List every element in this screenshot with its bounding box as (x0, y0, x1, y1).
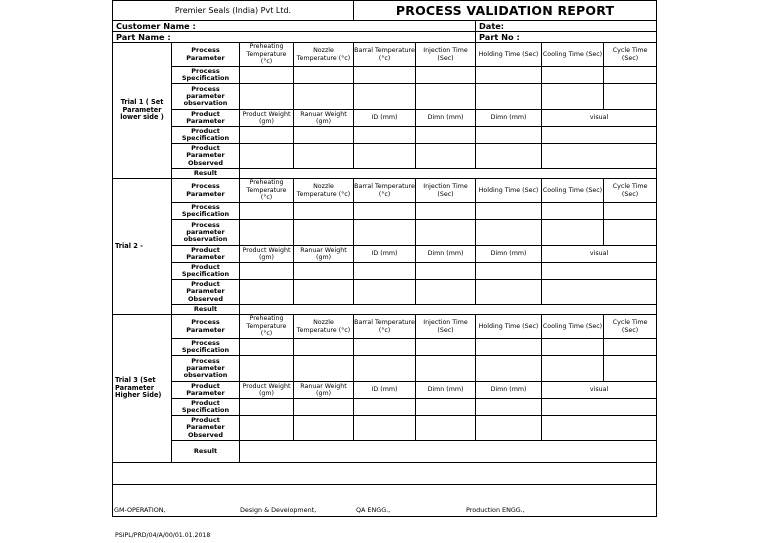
process-specification-row (113, 339, 657, 356)
entry-cell[interactable] (416, 220, 476, 246)
process-parameter-label: Process Parameter (172, 43, 240, 67)
process-observation-label: Process parameter observation (172, 220, 240, 246)
process-column-header: Nozzle Temperature (°c) (294, 179, 354, 203)
process-header-row (113, 315, 657, 339)
entry-cell[interactable] (542, 399, 657, 416)
entry-cell[interactable] (542, 144, 657, 169)
signature-production-engg: Production ENGG., (466, 506, 525, 514)
entry-cell[interactable] (542, 263, 657, 280)
process-column-header: Nozzle Temperature (°c) (294, 315, 354, 339)
process-column-header: Injection Time (Sec) (416, 43, 476, 67)
product-observed-row (113, 144, 657, 169)
entry-cell[interactable] (542, 127, 657, 144)
result-row (113, 441, 657, 463)
result-entry-cell[interactable] (240, 305, 657, 315)
entry-cell[interactable] (294, 84, 354, 110)
product-column-header: Dimn (mm) (476, 246, 542, 263)
entry-cell[interactable] (476, 280, 542, 305)
entry-cell[interactable] (240, 280, 294, 305)
product-column-header: Product Weight (gm) (240, 382, 294, 399)
product-column-header: Dimn (mm) (476, 110, 542, 127)
entry-cell[interactable] (476, 220, 542, 246)
entry-cell[interactable] (354, 280, 416, 305)
process-specification-row (113, 67, 657, 84)
entry-cell[interactable] (542, 220, 604, 246)
process-header-row (113, 43, 657, 67)
signature-design-development: Design & Development, (240, 506, 317, 514)
entry-cell[interactable] (240, 127, 294, 144)
document-number: PSIPL/PRD/04/A/00/01.01.2018 (115, 532, 211, 539)
entry-cell[interactable] (354, 127, 416, 144)
entry-cell[interactable] (354, 84, 416, 110)
product-specification-label: Product Specification (172, 127, 240, 144)
entry-cell[interactable] (476, 339, 542, 356)
result-label: Result (172, 305, 240, 315)
entry-cell[interactable] (604, 339, 657, 356)
part-no-field[interactable]: Part No : (476, 32, 657, 43)
entry-cell[interactable] (354, 339, 416, 356)
entry-cell[interactable] (604, 220, 657, 246)
product-column-header: Ranuar Weight (gm) (294, 246, 354, 263)
entry-cell[interactable] (416, 280, 476, 305)
product-column-header: Dimn (mm) (416, 246, 476, 263)
process-column-header: Cycle Time (Sec) (604, 179, 657, 203)
entry-cell[interactable] (416, 399, 476, 416)
entry-cell[interactable] (476, 399, 542, 416)
entry-cell[interactable] (542, 339, 604, 356)
product-observed-row (113, 416, 657, 441)
result-row (113, 305, 657, 315)
entry-cell[interactable] (294, 220, 354, 246)
product-observed-label: Product Parameter Observed (172, 144, 240, 169)
process-column-header: Preheating Temperature (°c) (240, 179, 294, 203)
part-name-field[interactable]: Part Name : (113, 32, 476, 43)
date-field[interactable]: Date: (476, 21, 657, 32)
entry-cell[interactable] (604, 356, 657, 382)
entry-cell[interactable] (294, 127, 354, 144)
entry-cell[interactable] (416, 84, 476, 110)
process-observation-label: Process parameter observation (172, 356, 240, 382)
product-column-header: ID (mm) (354, 110, 416, 127)
product-observed-label: Product Parameter Observed (172, 416, 240, 441)
entry-cell[interactable] (354, 67, 416, 84)
product-specification-row (113, 263, 657, 280)
entry-cell[interactable] (416, 356, 476, 382)
entry-cell[interactable] (416, 67, 476, 84)
entry-cell[interactable] (294, 67, 354, 84)
trial-label: Trial 1 ( Set Parameter lower side ) (113, 43, 172, 179)
entry-cell[interactable] (354, 203, 416, 220)
entry-cell[interactable] (476, 416, 542, 441)
process-column-header: Cooling Time (Sec) (542, 43, 604, 67)
process-column-header: Barral Temperature (°c) (354, 179, 416, 203)
process-specification-row (113, 203, 657, 220)
entry-cell[interactable] (354, 416, 416, 441)
entry-cell[interactable] (476, 263, 542, 280)
entry-cell[interactable] (354, 220, 416, 246)
entry-cell[interactable] (354, 356, 416, 382)
entry-cell[interactable] (354, 263, 416, 280)
entry-cell[interactable] (416, 144, 476, 169)
remarks-row[interactable] (113, 463, 657, 485)
entry-cell[interactable] (240, 339, 294, 356)
entry-cell[interactable] (294, 263, 354, 280)
product-observed-label: Product Parameter Observed (172, 280, 240, 305)
process-observation-row (113, 220, 657, 246)
process-column-header: Cooling Time (Sec) (542, 315, 604, 339)
signature-gm-operation: GM-OPERATION, (114, 506, 166, 514)
entry-cell[interactable] (240, 356, 294, 382)
entry-cell[interactable] (604, 67, 657, 84)
entry-cell[interactable] (476, 67, 542, 84)
product-specification-row (113, 127, 657, 144)
entry-cell[interactable] (240, 416, 294, 441)
process-column-header: Holding Time (Sec) (476, 179, 542, 203)
entry-cell[interactable] (476, 203, 542, 220)
process-column-header: Preheating Temperature (°c) (240, 315, 294, 339)
process-column-header: Barral Temperature (°c) (354, 315, 416, 339)
process-parameter-label: Process Parameter (172, 179, 240, 203)
result-row (113, 169, 657, 179)
signature-row (113, 485, 657, 517)
entry-cell[interactable] (294, 416, 354, 441)
product-column-header: ID (mm) (354, 246, 416, 263)
entry-cell[interactable] (604, 203, 657, 220)
entry-cell[interactable] (476, 356, 542, 382)
product-specification-row (113, 399, 657, 416)
entry-cell[interactable] (542, 84, 604, 110)
result-entry-cell[interactable] (240, 441, 657, 463)
entry-cell[interactable] (294, 399, 354, 416)
entry-cell[interactable] (542, 280, 657, 305)
entry-cell[interactable] (416, 127, 476, 144)
company-name: Premier Seals (India) Pvt Ltd. (113, 1, 354, 21)
process-column-header: Nozzle Temperature (°c) (294, 43, 354, 67)
entry-cell[interactable] (240, 220, 294, 246)
product-observed-row (113, 280, 657, 305)
process-column-header: Cycle Time (Sec) (604, 43, 657, 67)
entry-cell[interactable] (240, 144, 294, 169)
process-column-header: Holding Time (Sec) (476, 43, 542, 67)
product-column-header: Dimn (mm) (416, 110, 476, 127)
entry-cell[interactable] (294, 144, 354, 169)
product-header-row (113, 110, 657, 127)
entry-cell[interactable] (542, 203, 604, 220)
trial-label: Trial 2 - (113, 179, 172, 315)
entry-cell[interactable] (416, 203, 476, 220)
product-column-header: Product Weight (gm) (240, 246, 294, 263)
product-parameter-label: Product Parameter (172, 382, 240, 399)
result-label: Result (172, 441, 240, 463)
product-column-header: visual (542, 246, 657, 263)
process-observation-label: Process parameter observation (172, 84, 240, 110)
entry-cell[interactable] (542, 416, 657, 441)
entry-cell[interactable] (604, 84, 657, 110)
entry-cell[interactable] (240, 84, 294, 110)
entry-cell[interactable] (476, 144, 542, 169)
entry-cell[interactable] (542, 356, 604, 382)
entry-cell[interactable] (240, 67, 294, 84)
product-parameter-label: Product Parameter (172, 110, 240, 127)
product-column-header: ID (mm) (354, 382, 416, 399)
entry-cell[interactable] (294, 339, 354, 356)
product-column-header: Dimn (mm) (416, 382, 476, 399)
result-entry-cell[interactable] (240, 169, 657, 179)
trial-label: Trial 3 (Set Parameter Higher Side) (113, 315, 172, 463)
process-column-header: Holding Time (Sec) (476, 315, 542, 339)
product-specification-label: Product Specification (172, 263, 240, 280)
product-parameter-label: Product Parameter (172, 246, 240, 263)
process-observation-row (113, 84, 657, 110)
product-column-header: Ranuar Weight (gm) (294, 110, 354, 127)
entry-cell[interactable] (240, 399, 294, 416)
validation-report-sheet (112, 0, 656, 517)
product-column-header: Dimn (mm) (476, 382, 542, 399)
customer-name-field[interactable]: Customer Name : (113, 21, 476, 32)
entry-cell[interactable] (354, 144, 416, 169)
product-header-row (113, 382, 657, 399)
report-table (112, 0, 657, 517)
entry-cell[interactable] (416, 263, 476, 280)
process-column-header: Cycle Time (Sec) (604, 315, 657, 339)
product-header-row (113, 246, 657, 263)
product-column-header: visual (542, 382, 657, 399)
entry-cell[interactable] (542, 67, 604, 84)
entry-cell[interactable] (294, 280, 354, 305)
product-column-header: Ranuar Weight (gm) (294, 382, 354, 399)
result-label: Result (172, 169, 240, 179)
entry-cell[interactable] (240, 263, 294, 280)
process-parameter-label: Process Parameter (172, 315, 240, 339)
entry-cell[interactable] (476, 127, 542, 144)
product-specification-label: Product Specification (172, 399, 240, 416)
entry-cell[interactable] (240, 203, 294, 220)
process-column-header: Barral Temperature (°c) (354, 43, 416, 67)
process-observation-row (113, 356, 657, 382)
process-column-header: Preheating Temperature (°c) (240, 43, 294, 67)
entry-cell[interactable] (294, 356, 354, 382)
entry-cell[interactable] (416, 339, 476, 356)
process-specification-label: Process Specification (172, 67, 240, 84)
entry-cell[interactable] (476, 84, 542, 110)
process-column-header: Injection Time (Sec) (416, 315, 476, 339)
product-column-header: Product Weight (gm) (240, 110, 294, 127)
entry-cell[interactable] (354, 399, 416, 416)
signature-qa-engg: QA ENGG., (356, 506, 391, 514)
process-column-header: Injection Time (Sec) (416, 179, 476, 203)
process-specification-label: Process Specification (172, 203, 240, 220)
entry-cell[interactable] (294, 203, 354, 220)
process-specification-label: Process Specification (172, 339, 240, 356)
entry-cell[interactable] (416, 416, 476, 441)
product-column-header: visual (542, 110, 657, 127)
process-column-header: Cooling Time (Sec) (542, 179, 604, 203)
report-title: PROCESS VALIDATION REPORT (354, 1, 657, 21)
process-header-row (113, 179, 657, 203)
